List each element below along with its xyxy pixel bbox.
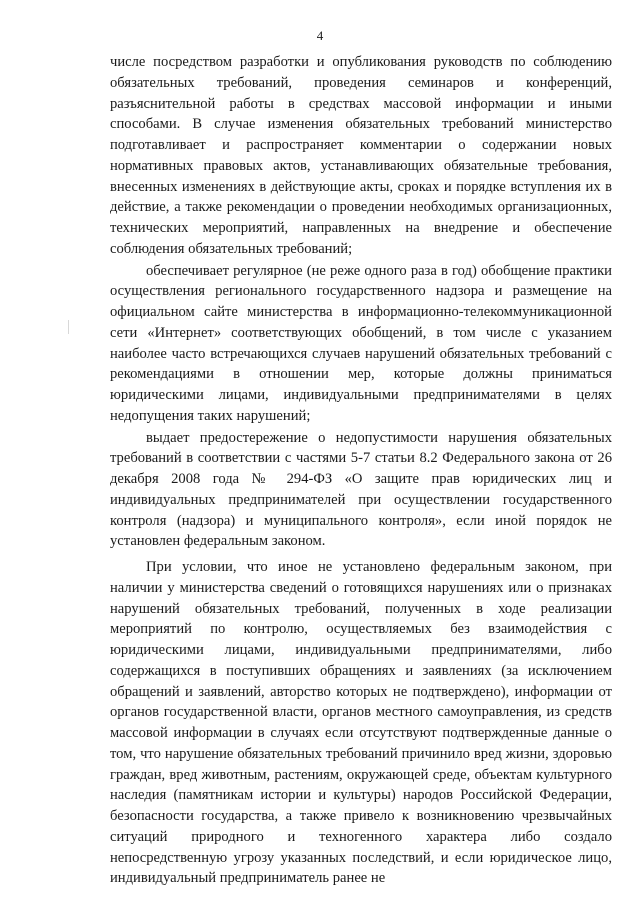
- paragraph-warning: выдает предостережение о недопустимости нарушения обязательных требований в соответствии с частями 5-7 статьи 8.2 Федерального закона от 26 декабря 2008 года № 294-ФЗ «О защите прав юридических лиц и индивидуальных предпринимателей при осуществлении государственного контроля (надзора) и муниципального контроля», если иной порядок не установлен федеральным законом.: [110, 429, 612, 550]
- paragraph-generalization: обеспечивает регулярное (не реже одного раза в год) обобщение практики осуществления регионального государственного надзора и размещение на официальном сайте министерства в информационно-телекоммуникационной сети «Интернет» соответствующих обобщений, в том числе с указанием наиболее часто встречающихся случаев нарушений обязательных требований с рекомендациями в отношении мер, которые должны приниматься юридическими лицами, индивидуальными предпринимателями в целях недопущения таких нарушений;: [110, 262, 612, 424]
- document-body: [110, 52, 612, 889]
- scan-artifact: [68, 320, 69, 334]
- paragraph-continuation: числе посредством разработки и опубликования руководств по соблюдению обязательных требований, проведения семинаров и конференций, разъяснительной работы в средствах массовой информации и иными способами. В случае изменения обязательных требований министерство подготавливает и распространяет комментарии о содержании новых нормативных правовых актов, устанавливающих обязательные требования, внесенных изменениях в действующие акты, сроках и порядке вступления их в действие, а также рекомендации о проведении необходимых организационных, технических мероприятий, направленных на внедрение и обеспечение соблюдения обязательных требований;: [110, 54, 612, 257]
- page-number: 4: [316, 28, 324, 43]
- paragraph-conditions: При условии, что иное не установлено федеральным законом, при наличии у министерства сведений о готовящихся нарушениях или о признаках нарушений обязательных требований, полученных в ходе реализации мероприятий по контролю, осуществляемых без взаимодействия с юридическими лицами, индивидуальными предпринимателями, либо содержащихся в поступивших обращениях и заявлениях (за исключением обращений и заявлений, авторство которых не подтверждено), информации от органов государственной власти, органов местного самоуправления, из средств массовой информации в случаях если отсутствуют подтвержденные данные о том, что нарушение обязательных требований причинило вред жизни, здоровью граждан, вред животным, растениям, окружающей среде, объектам культурного наследия (памятникам истории и культуры) народов Российской Федерации, безопасности государства, а также привело к возникновению чрезвычайных ситуаций природного и техногенного характера либо создало непосредственную угрозу указанных последствий, и если юридическое лицо, индивидуальный предприниматель ранее не: [110, 559, 612, 887]
